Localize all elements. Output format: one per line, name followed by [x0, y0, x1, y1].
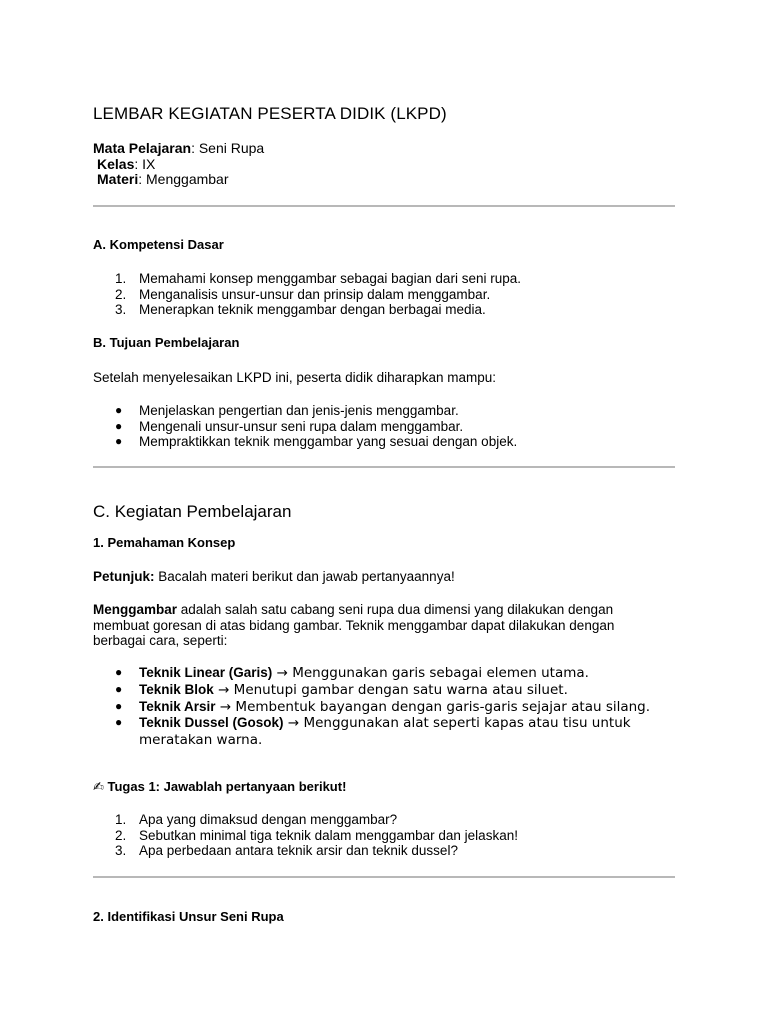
- item-text: Apa perbedaan antara teknik arsir dan teknik dussel?: [139, 843, 458, 858]
- item-text: Menerapkan teknik menggambar dengan berbagai media.: [139, 302, 486, 317]
- list-item: [93, 828, 518, 844]
- list-item: [93, 403, 517, 419]
- item-text: Apa yang dimaksud dengan menggambar?: [139, 812, 398, 827]
- item-number: 1.: [115, 812, 127, 827]
- item-text: Mempraktikkan teknik menggambar yang sesuai dengan objek.: [139, 434, 518, 449]
- list-item: [93, 419, 517, 435]
- meta-subject: [93, 141, 264, 157]
- item-number: 3.: [115, 302, 127, 317]
- horizontal-divider: [93, 876, 675, 878]
- item-text: Menganalisis unsur-unsur dan prinsip dalam menggambar.: [139, 286, 491, 302]
- section-a-heading: A. Kompetensi Dasar: [93, 237, 224, 252]
- item-number: 3.: [115, 843, 127, 858]
- technique-name: Teknik Linear (Garis): [139, 665, 273, 680]
- writing-hand-icon: ✍: [93, 780, 104, 795]
- technique-desc: → Menggunakan garis sebagai elemen utama.: [272, 665, 589, 681]
- item-text: Memahami konsep menggambar sebagai bagian dari seni rupa.: [139, 271, 521, 286]
- technique-list: [93, 665, 653, 749]
- meta-material: [93, 172, 264, 188]
- item-text: Menjelaskan pengertian dan jenis-jenis menggambar.: [139, 403, 459, 418]
- subsection-2-heading: 2. Identifikasi Unsur Seni Rupa: [93, 909, 284, 924]
- section-b-intro: Setelah menyelesaikan LKPD ini, peserta didik diharapkan mampu:: [93, 370, 496, 385]
- meta-material-value: : Menggambar: [138, 171, 229, 187]
- definition-paragraph: [93, 602, 653, 649]
- question-list: [93, 812, 518, 859]
- instruction-label: Petunjuk:: [93, 569, 155, 584]
- item-number: 2.: [115, 286, 127, 302]
- technique-desc: → Menggunakan alat seperti kapas atau tisu untuk meratakan warna.: [139, 715, 631, 749]
- meta-subject-value: : Seni Rupa: [191, 140, 265, 156]
- bullet-icon: ●: [115, 403, 123, 417]
- item-number: 2.: [115, 827, 127, 843]
- bullet-icon: ●: [115, 715, 123, 730]
- meta-class-label: Kelas: [97, 155, 135, 172]
- list-item: [93, 287, 521, 303]
- item-text: Mengenali unsur-unsur seni rupa dalam menggambar.: [139, 418, 464, 434]
- list-item: [93, 812, 518, 828]
- list-item: [93, 302, 521, 318]
- bullet-icon: ●: [115, 681, 123, 696]
- list-item: [93, 699, 653, 716]
- document-title: LEMBAR KEGIATAN PESERTA DIDIK (LKPD): [93, 104, 447, 123]
- meta-class-value: : IX: [134, 155, 156, 172]
- bullet-icon: ●: [115, 418, 123, 433]
- bullet-icon: ●: [115, 434, 123, 448]
- bullet-icon: ●: [115, 665, 123, 679]
- technique-name: Teknik Arsir: [139, 698, 216, 714]
- instruction: [93, 569, 653, 585]
- section-b-heading: B. Tujuan Pembelajaran: [93, 335, 240, 350]
- technique-name: Teknik Blok: [139, 681, 214, 697]
- list-item: [93, 271, 521, 287]
- item-text: Sebutkan minimal tiga teknik dalam menggambar dan jelaskan!: [139, 827, 518, 843]
- technique-name: Teknik Dussel (Gosok): [139, 715, 284, 731]
- objectives-list: [93, 403, 517, 450]
- definition-term: Menggambar: [93, 602, 178, 617]
- meta-class: [93, 157, 264, 173]
- meta-info: [93, 141, 264, 188]
- task-1-heading: [93, 779, 346, 795]
- bullet-icon: ●: [115, 698, 123, 713]
- list-item: [93, 665, 653, 682]
- technique-desc: → Menutupi gambar dengan satu warna atau siluet.: [213, 681, 568, 698]
- list-item: [93, 715, 653, 749]
- list-item: [93, 843, 518, 859]
- horizontal-divider: [93, 205, 675, 207]
- meta-subject-label: Mata Pelajaran: [93, 140, 192, 156]
- section-c-heading: C. Kegiatan Pembelajaran: [93, 502, 292, 521]
- subsection-1-heading: 1. Pemahaman Konsep: [93, 535, 236, 550]
- list-item: [93, 434, 517, 450]
- list-item: [93, 682, 653, 699]
- horizontal-divider: [93, 466, 675, 468]
- technique-desc: → Membentuk bayangan dengan garis-garis sejajar atau silang.: [215, 698, 651, 715]
- item-number: 1.: [115, 271, 127, 286]
- competency-list: [93, 271, 521, 318]
- definition-text: adalah salah satu cabang seni rupa dua dimensi yang dilakukan dengan membuat goresan di atas bidang gambar. Teknik menggambar dapat dilakukan dengan berbagai cara, seperti:: [93, 602, 615, 648]
- instruction-text: Bacalah materi berikut dan jawab pertanyaannya!: [154, 569, 455, 584]
- task-1-title: Tugas 1: Jawablah pertanyaan berikut!: [103, 779, 347, 794]
- meta-material-label: Materi: [97, 171, 139, 187]
